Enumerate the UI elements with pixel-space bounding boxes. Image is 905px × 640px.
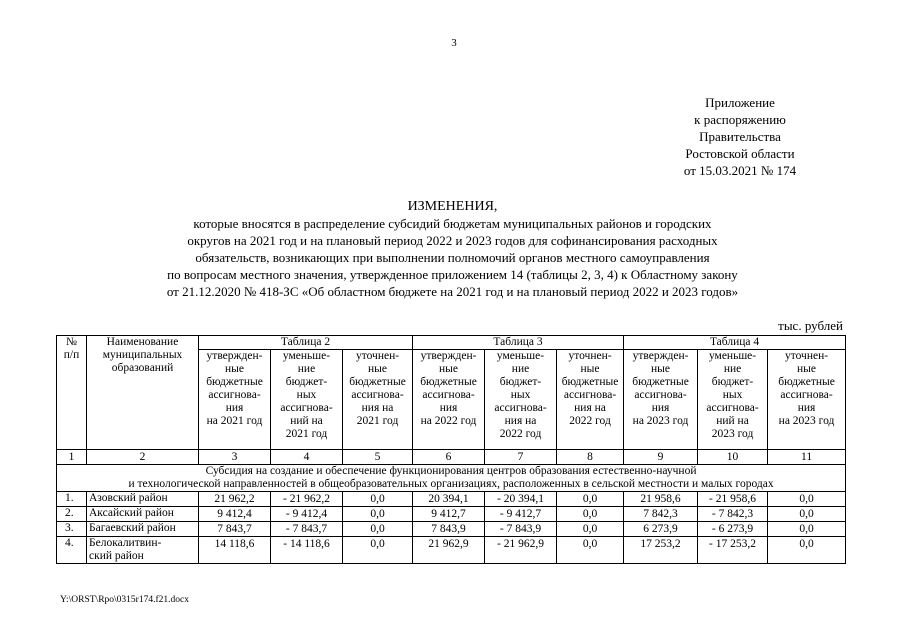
document-title: ИЗМЕНЕНИЯ,	[407, 199, 498, 214]
header-group-table2: Таблица 2	[199, 336, 413, 350]
municipality-name: Азовский район	[87, 492, 199, 507]
appendix-line: к распоряжению	[694, 112, 786, 127]
appendix-line: Правительства	[699, 129, 781, 144]
column-number: 3	[199, 450, 271, 465]
subheader-cell: уменьше- ние бюджет- ных ассигнова- ния на 2022 год	[485, 350, 557, 450]
column-number: 5	[343, 450, 413, 465]
value-cell: - 21 962,9	[485, 537, 557, 564]
header-group-table3: Таблица 3	[413, 336, 624, 350]
appendix-line: Ростовской области	[685, 146, 795, 161]
value-cell: 7 842,3	[624, 507, 698, 522]
value-cell: 0,0	[768, 492, 846, 507]
column-number: 10	[698, 450, 768, 465]
value-cell: - 9 412,7	[485, 507, 557, 522]
appendix-block	[660, 94, 820, 179]
subtitle-line: по вопросам местного значения, утвержденное приложением 14 (таблицы 2, 3, 4) к Областному закону	[167, 267, 738, 282]
column-number: 1	[57, 450, 87, 465]
header-group-table4: Таблица 4	[624, 336, 846, 350]
value-cell: - 7 843,7	[271, 522, 343, 537]
value-cell: 0,0	[557, 507, 624, 522]
table-row	[57, 537, 846, 564]
column-number: 2	[87, 450, 199, 465]
value-cell: 21 962,9	[413, 537, 485, 564]
municipality-name: Багаевский район	[87, 522, 199, 537]
appendix-line: Приложение	[705, 95, 775, 110]
subheader-cell: утвержден- ные бюджетные ассигнова- ния на 2022 год	[413, 350, 485, 450]
table-row	[57, 507, 846, 522]
value-cell: 21 962,2	[199, 492, 271, 507]
column-number: 6	[413, 450, 485, 465]
row-number: 2.	[57, 507, 87, 522]
row-number: 4.	[57, 537, 87, 564]
column-number: 7	[485, 450, 557, 465]
value-cell: 9 412,7	[413, 507, 485, 522]
column-number: 4	[271, 450, 343, 465]
value-cell: - 17 253,2	[698, 537, 768, 564]
value-cell: 21 958,6	[624, 492, 698, 507]
value-cell: - 21 958,6	[698, 492, 768, 507]
subheader-cell: уменьше- ние бюджет- ных ассигнова- ний на 2021 год	[271, 350, 343, 450]
section-title: Субсидия на создание и обеспечение функционирования центров образования естественно-научной и технологической направленностей в общеобразовательных организациях, расположенных в сельской местности и малых городах	[57, 465, 846, 492]
value-cell: 0,0	[768, 522, 846, 537]
column-number: 11	[768, 450, 846, 465]
value-cell: 7 843,9	[413, 522, 485, 537]
value-cell: - 7 843,9	[485, 522, 557, 537]
subtitle-line: округов на 2021 год и на плановый период 2022 и 2023 годов для софинансирования расходных	[187, 233, 718, 248]
header-col-no: № п/п	[57, 336, 87, 450]
subheader-cell: уточнен- ные бюджетные ассигнова- ния на 2023 год	[768, 350, 846, 450]
value-cell: 0,0	[343, 522, 413, 537]
column-number: 8	[557, 450, 624, 465]
value-cell: - 14 118,6	[271, 537, 343, 564]
header-col-name: Наименование муниципальных образований	[87, 336, 199, 450]
value-cell: 9 412,4	[199, 507, 271, 522]
value-cell: 14 118,6	[199, 537, 271, 564]
subheader-cell: уточнен- ные бюджетные ассигнова- ния на 2022 год	[557, 350, 624, 450]
column-number-row	[57, 450, 846, 465]
subtitle-line: которые вносятся в распределение субсидий бюджетам муниципальных районов и городских	[193, 216, 712, 231]
value-cell: 0,0	[768, 507, 846, 522]
subheader-cell: утвержден- ные бюджетные ассигнова- ния на 2021 год	[199, 350, 271, 450]
appendix-line: от 15.03.2021 № 174	[683, 163, 797, 178]
value-cell: 0,0	[557, 537, 624, 564]
subtitle-line: обязательств, возникающих при выполнении полномочий органов местного самоуправления	[195, 250, 710, 265]
value-cell: 0,0	[557, 492, 624, 507]
value-cell: 6 273,9	[624, 522, 698, 537]
subheader-cell: уменьше- ние бюджет- ных ассигнова- ний на 2023 год	[698, 350, 768, 450]
value-cell: - 6 273,9	[698, 522, 768, 537]
subheader-cell: уточнен- ные бюджетные ассигнова- ния на 2021 год	[343, 350, 413, 450]
units-label: тыс. рублей	[778, 318, 843, 333]
value-cell: 0,0	[343, 492, 413, 507]
table-header-row	[57, 336, 846, 350]
value-cell: 0,0	[768, 537, 846, 564]
value-cell: - 21 962,2	[271, 492, 343, 507]
table-row	[57, 492, 846, 507]
value-cell: - 7 842,3	[698, 507, 768, 522]
value-cell: 7 843,7	[199, 522, 271, 537]
value-cell: 0,0	[343, 507, 413, 522]
subtitle-line: от 21.12.2020 № 418-ЗС «Об областном бюджете на 2021 год и на плановый период 2022 и 2023 годов»	[166, 284, 739, 299]
page-number: 3	[451, 37, 457, 49]
municipality-name: Аксайский район	[87, 507, 199, 522]
subheader-cell: утвержден- ные бюджетные ассигнова- ния на 2023 год	[624, 350, 698, 450]
value-cell: 20 394,1	[413, 492, 485, 507]
subsidy-table	[56, 335, 846, 564]
section-title-row	[57, 465, 846, 492]
value-cell: 17 253,2	[624, 537, 698, 564]
footer-file-path: Y:\ORST\Rpo\0315r174.f21.docx	[60, 595, 189, 605]
row-number: 3.	[57, 522, 87, 537]
column-number: 9	[624, 450, 698, 465]
value-cell: - 9 412,4	[271, 507, 343, 522]
value-cell: 0,0	[343, 537, 413, 564]
document-title-block	[100, 198, 805, 300]
value-cell: - 20 394,1	[485, 492, 557, 507]
table-row	[57, 522, 846, 537]
value-cell: 0,0	[557, 522, 624, 537]
row-number: 1.	[57, 492, 87, 507]
municipality-name: Белокалитвин- ский район	[87, 537, 199, 564]
